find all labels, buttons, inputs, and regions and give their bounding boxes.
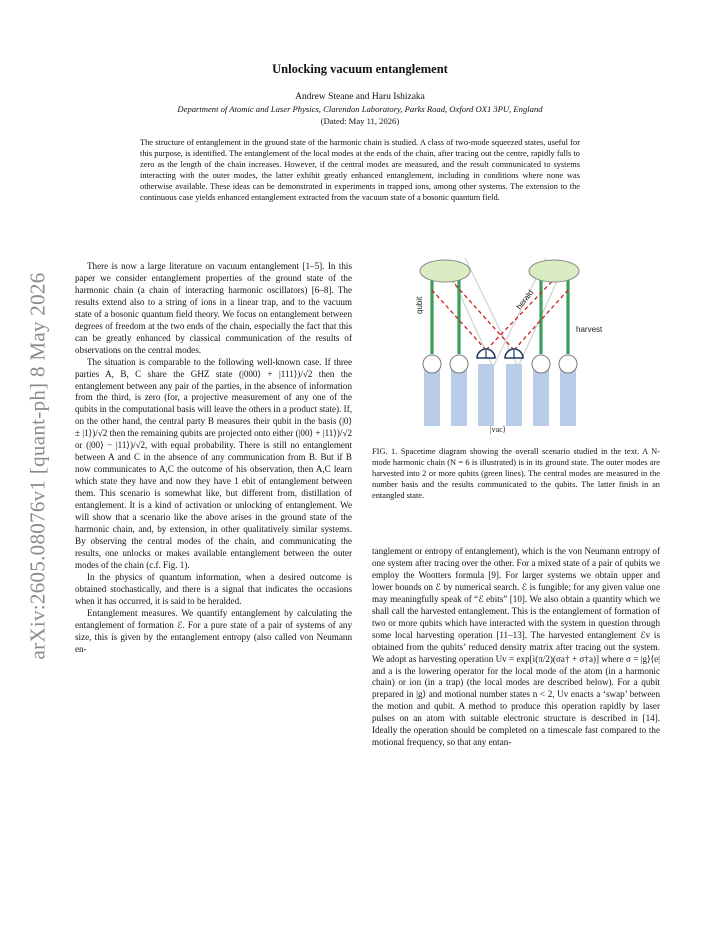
- paragraph: tanglement or entropy of entanglement), which is the von Neumann entropy of one system after tracing over the other. For a mixed state of a pair of qubits we employ the Wootters formula [9]. For larger systems we obtain upper and lower bounds on ℰ by numerical search. ℰ is fungible; for any given value one may meaningfully speak of “ℰ ebits” [10]. We also obtain a quantity which we shall call the harvested entanglement. This is the entanglement of formation of two or more qubits which have interacted with the system in question through some local harvesting operation [11–13]. The harvested entanglement ℰv is obtained from the qubits’ reduced density matrix after tracing out the system. We adopt as harvesting operation Uv = exp[i(π/2)(σa† + σ†a)] where σ = |g⟩⟨e| and a is the lowering operator for the local mode of the atom (in a harmonic chain) or ion (in a trap) (the local modes are described below). For a qubit prepared in |g⟩ and motional number states n < 2, Uv enacts a ‘swap’ between the motion and qubit. A method to produce this operation rapidly by laser pulses on an atom with suitable electronic structure is described in [14]. Ideally the operation should be completed on a timescale fast compared to the motional frequency, so that any entan-: [372, 546, 660, 748]
- affiliation: Department of Atomic and Laser Physics, Clarendon Laboratory, Parks Road, Oxford OX1 3PU, England: [177, 104, 543, 114]
- detector: [505, 349, 523, 358]
- authors: Andrew Steane and Haru Ishizaka: [295, 92, 425, 102]
- mode-circle: [532, 355, 550, 373]
- mode-circle: [450, 355, 468, 373]
- detector: [477, 349, 495, 358]
- abstract: The structure of entanglement in the ground state of the harmonic chain is studied. A class of two-mode squeezed states, useful for this purpose, is identified. The entanglement of the local modes at the ends of the chain, after tracing out the centre, rapidly falls to zero as the length of the chain increases. However, if the central modes are measured, and the result communicated to systems interacting with the outer modes, the latter exhibit greatly enhanced entanglement, including in conditions where none was otherwise available. These ideas can be demonstrated in experiments in trapped ions, among other systems. The extension to the continuous case yields enhanced entanglement extracted from the vacuum state of a bosonic quantum field.: [140, 138, 580, 202]
- spacetime-diagram: [398, 254, 628, 434]
- paragraph: The situation is comparable to the following well-known case. If three parties A, B, C share the GHZ state (|000⟩ + |111⟩)/√2 then the entanglement between any pair of the parties, in the absence of information from the third, is zero (for, a projective measurement of any one of the qubits in the computational basis will leave the others in a product state). If, on the other hand, the central party B measures their qubit in the basis (|0⟩ ± |1⟩)/√2 then the remaining qubits are projected onto either (|00⟩ + |11⟩)/√2 or (|00⟩ − |11⟩)/√2, with equal probability. There is still no entanglement between A and C in the absence of any communication from B. But if B now communicates to A,C the outcome of his observation, then A,C learn which state they have and now they have 1 ebit of entanglement between them. This scenario is somewhat like, but different from, distillation of entanglement. It is a kind of activation or unlocking of entanglement. We will show that a scenario like the above arises in the ground state of the harmonic chain, and, by extension, in other qualitatively similar systems. By observing the central modes of the chain, and communicating the results, one unlocks or makes available entanglement between the outer modes of the chain (c.f. Fig. 1).: [75, 356, 352, 570]
- mode-circle: [559, 355, 577, 373]
- figure-1: [398, 254, 628, 434]
- mode-circle: [423, 355, 441, 373]
- date-line: (Dated: May 11, 2026): [320, 116, 400, 126]
- qubit-ellipse-right: [529, 260, 579, 282]
- mode-columns: [424, 364, 576, 426]
- qubit-ellipse-left: [420, 260, 470, 282]
- herald-label: herald: [514, 288, 536, 312]
- paragraph: There is now a large literature on vacuum entanglement [1–5]. In this paper we consider entanglement properties of the ground state of the harmonic chain (a chain of interacting harmonic oscillators) [6–8]. The results extend also to a string of ions in a linear trap, and to the vacuum state of a bosonic quantum field theory. We focus on entanglement between degrees of freedom at the two ends of the chain, especially the fact that this can be greatly enhanced by classical communication of the results of observations on the central modes.: [75, 261, 352, 355]
- paragraph: Entanglement measures. We quantify entanglement by calculating the entanglement of formation ℰ. For a pure state of a pair of systems of any size, this is given by the entanglement entropy (also called von Neumann en-: [75, 607, 352, 654]
- qubit-lines: [432, 280, 568, 354]
- mode-column: [478, 364, 494, 426]
- arxiv-identifier: arXiv:2605.08076v1 [quant-ph] 8 May 2026: [25, 272, 50, 660]
- right-column: [372, 546, 660, 749]
- harvest-label: harvest: [576, 325, 603, 334]
- paragraph: In the physics of quantum information, when a desired outcome is obtained stochastically, and there is a signal that indicates the occasions when it has occurred, it is said to be heralded.: [75, 571, 352, 606]
- mode-column: [506, 364, 522, 426]
- figure-caption: FIG. 1. Spacetime diagram showing the overall scenario studied in the text. A N-mode harmonic chain (N = 6 is illustrated) is in its ground state. The outer modes are harvested into 2 or more qubits (green lines). The central modes are measured in the number basis and the results communicated to the qubits. The latter finish in an entangled state.: [372, 447, 660, 500]
- vacuum-label: |vac⟩: [490, 425, 506, 434]
- arxiv-sidebar: [0, 0, 70, 932]
- paper-title: Unlocking vacuum entanglement: [272, 62, 448, 76]
- left-column: [75, 261, 352, 655]
- qubit-label: qubit: [415, 296, 424, 314]
